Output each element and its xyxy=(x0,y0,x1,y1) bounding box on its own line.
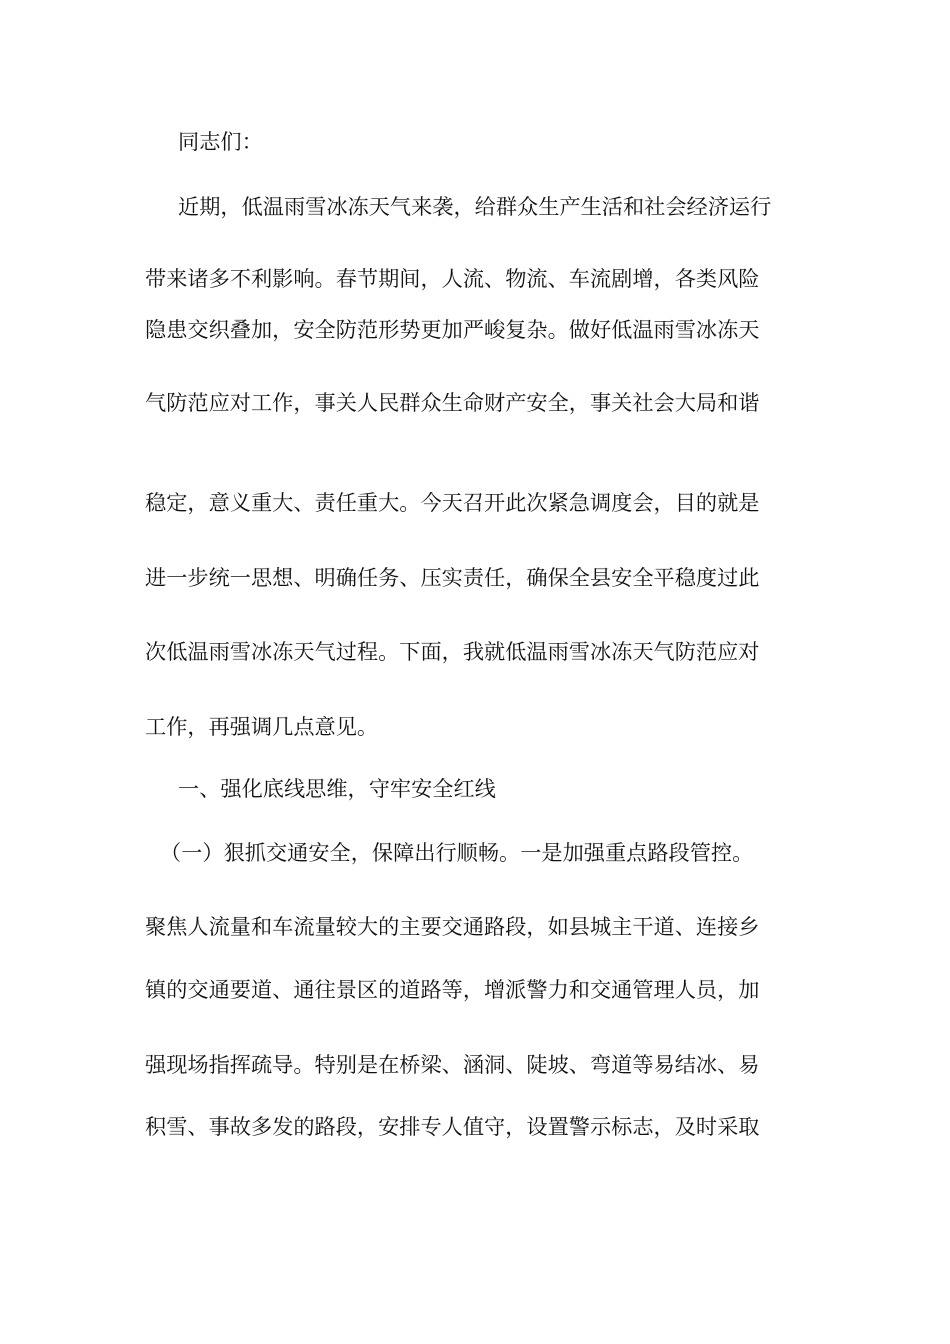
section-heading: 一、强化底线思维，守牢安全红线 xyxy=(178,776,496,801)
paragraph-line: 积雪、事故多发的路段，安排专人值守，设置警示标志，及时采取 xyxy=(145,1114,760,1139)
paragraph-line: 工作，再强调几点意见。 xyxy=(145,714,379,739)
paragraph-line: 气防范应对工作，事关人民群众生命财产安全，事关社会大局和谐 xyxy=(145,390,760,415)
paragraph-line: 近期，低温雨雪冰冻天气来袭，给群众生产生活和社会经济运行 xyxy=(178,194,772,219)
salutation: 同志们： xyxy=(178,129,263,154)
paragraph-line: 次低温雨雪冰冻天气过程。下面，我就低温雨雪冰冻天气防范应对 xyxy=(145,639,760,664)
paragraph-line: （一）狠抓交通安全，保障出行顺畅。一是加强重点路段管控。 xyxy=(160,840,754,865)
paragraph-line: 隐患交织叠加，安全防范形势更加严峻复杂。做好低温雨雪冰冻天 xyxy=(145,317,760,342)
paragraph-line: 带来诸多不利影响。春节期间，人流、物流、车流剧增，各类风险 xyxy=(145,266,760,291)
paragraph-line: 强现场指挥疏导。特别是在桥梁、涵洞、陡坡、弯道等易结冰、易 xyxy=(145,1052,760,1077)
paragraph-line: 镇的交通要道、通往景区的道路等，增派警力和交通管理人员，加 xyxy=(145,977,760,1002)
paragraph-line: 稳定，意义重大、责任重大。今天召开此次紧急调度会，目的就是 xyxy=(145,490,760,515)
paragraph-line: 聚焦人流量和车流量较大的主要交通路段，如县城主干道、连接乡 xyxy=(145,914,760,939)
paragraph-line: 进一步统一思想、明确任务、压实责任，确保全县安全平稳度过此 xyxy=(145,565,760,590)
